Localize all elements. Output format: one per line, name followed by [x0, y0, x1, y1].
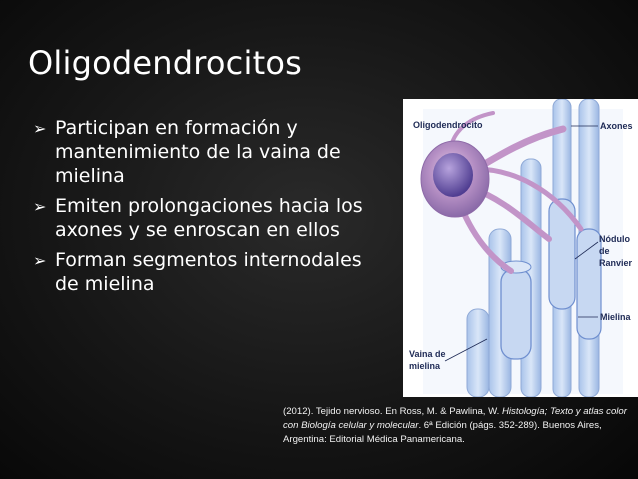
arrow-bullet-icon: ➢	[33, 119, 47, 138]
bullet-list	[33, 116, 373, 302]
citation-book-title: Histología; Texto y atlas color con Biología celular y molecular	[283, 406, 627, 431]
label-ranvier: Ranvier	[599, 258, 633, 268]
bullet-text: Participan en formación y mantenimiento de la vaina de mielina	[55, 117, 341, 187]
bullet-text: Forman segmentos internodales de mielina	[55, 249, 362, 295]
bullet-item	[33, 116, 373, 188]
citation-text-end: . 6ª Edición (págs. 352-289). Buenos Aires, Argentina: Editorial Médica Panamericana.	[283, 420, 602, 445]
label-oligodendrocito: Oligodendrocito	[413, 120, 483, 130]
label-axones: Axones	[600, 121, 633, 131]
label-vaina-de: Vaina de	[409, 349, 446, 359]
label-mielina: Mielina	[600, 312, 631, 322]
bullet-text: Emiten prolongaciones hacia los axones y se enroscan en ellos	[55, 195, 363, 241]
bullet-item	[33, 194, 373, 242]
bullet-item	[33, 248, 373, 296]
arrow-bullet-icon: ➢	[33, 251, 47, 270]
label-nodulo: Nódulo	[599, 234, 630, 244]
oligodendrocyte-illustration	[403, 99, 638, 397]
arrow-bullet-icon: ➢	[33, 197, 47, 216]
label-vaina-mielina: mielina	[409, 361, 441, 371]
figure-citation	[283, 405, 633, 447]
slide-title: Oligodendrocitos	[28, 44, 302, 82]
citation-text: (2012). Tejido nervioso. En Ross, M. & Pawlina, W.	[283, 406, 502, 417]
label-nodulo-de: de	[599, 246, 610, 256]
illustration-svg	[403, 99, 638, 397]
